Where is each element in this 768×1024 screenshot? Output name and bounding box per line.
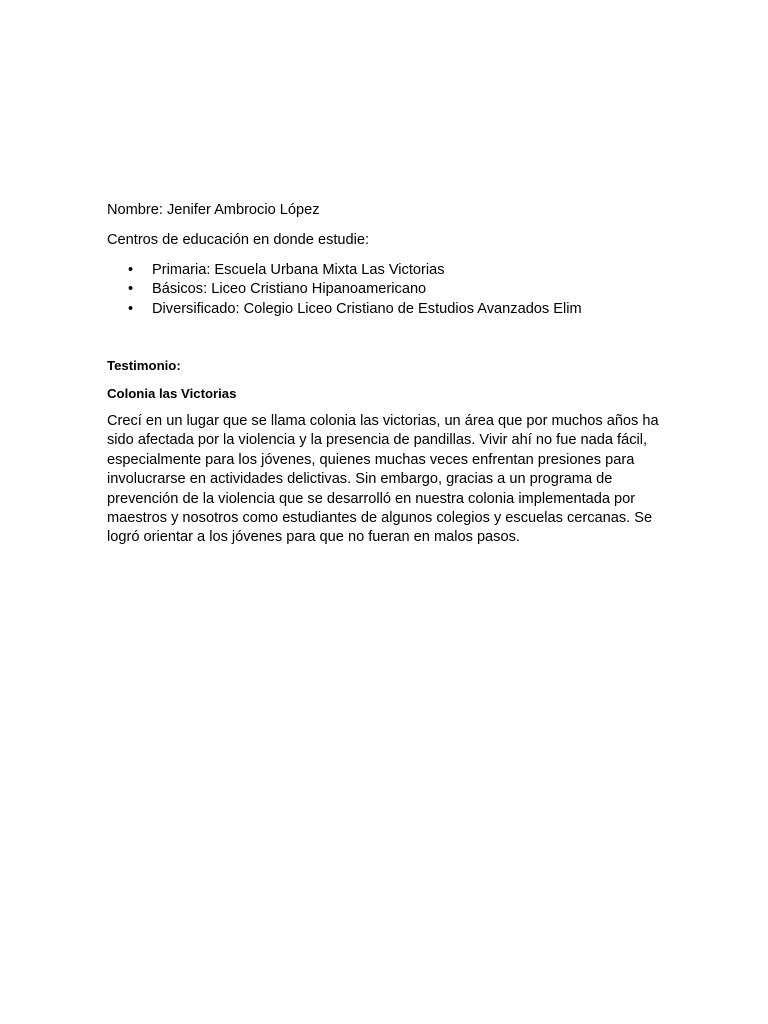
school-primaria: Primaria: Escuela Urbana Mixta Las Victorias xyxy=(152,262,445,278)
testimonio-heading: Testimonio: xyxy=(107,357,181,373)
education-centers-intro: Centros de educación en donde estudie: xyxy=(107,232,370,248)
student-name-line: Nombre: Jenifer Ambrocio López xyxy=(107,202,320,218)
list-item xyxy=(107,300,667,319)
section-heading: Colonia las Victorias xyxy=(107,385,237,401)
list-item xyxy=(107,280,667,299)
school-basicos: Básicos: Liceo Cristiano Hipanoamericano xyxy=(152,281,427,298)
list-item xyxy=(107,261,667,280)
testimony-paragraph: Crecí en un lugar que se llama colonia las victorias, un área que por muchos años ha sido afectada por la violencia y la presencia de pandillas. Vivir ahí no fue nada fácil, especialmente para los jóvenes, quienes muchas veces enfrentan presiones para involucrarse en actividades delictivas. Sin embargo, gracias a un programa de prevención de la violencia que se desarrolló en nuestra colonia implementada por maestros y nosotros como estudiantes de algunos colegios y escuelas cercanas. Se logró orientar a los jóvenes para que no fueran en malos pasos. xyxy=(107,412,659,546)
schools-list xyxy=(107,261,667,319)
bullet-icon: • xyxy=(128,281,134,298)
school-diversificado: Diversificado: Colegio Liceo Cristiano de Estudios Avanzados Elim xyxy=(152,300,582,317)
bullet-icon: • xyxy=(128,262,134,278)
document-content xyxy=(107,201,667,548)
bullet-icon: • xyxy=(128,300,134,317)
